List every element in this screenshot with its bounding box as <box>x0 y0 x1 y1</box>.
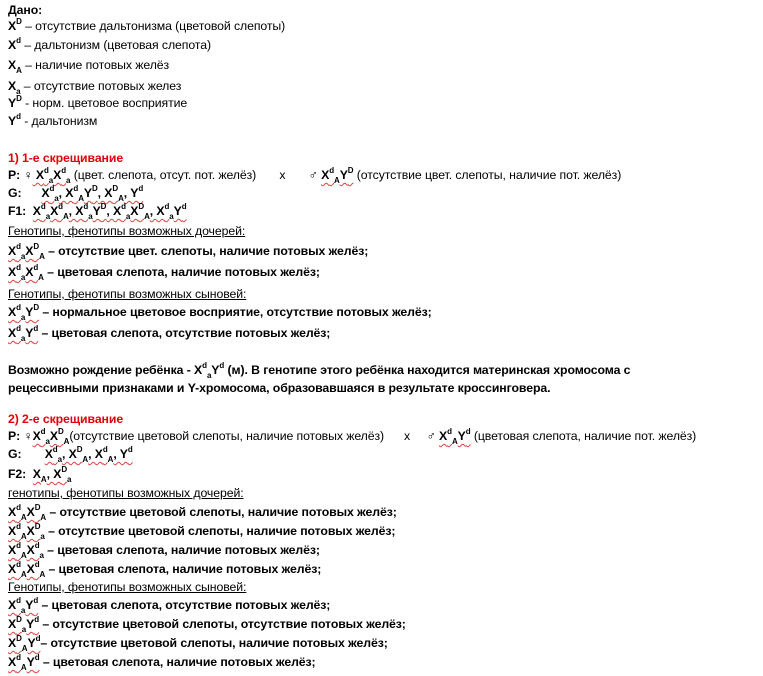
given-row <box>8 96 187 110</box>
given-row <box>8 58 170 75</box>
p-label: P: <box>8 168 21 182</box>
phenotype-text: – цветовая слепота, наличие потовых желёз; <box>45 562 322 576</box>
gene-symbol: $X_a$ <box>8 79 21 96</box>
cross2-daughter-row: $X^d_AX^D_a$ – отсутствие цветовой слепоты, наличие потовых желёз; <box>8 522 396 541</box>
male-genotype: $X^d_AY^d$ <box>439 427 471 446</box>
cross2-daughter-row: $X^d_AX^d_a$ – цветовая слепота, наличие потовых желёз; <box>8 541 320 560</box>
cross1-son-row: $X^d_aY^d$ – цветовая слепота, отсутствие потовых желёз; <box>8 324 331 343</box>
cross1-offspring: F1: $X^d_aX^d_A$, $X^d_aY^D$, $X^d_aX^D_A$, $X^d_aY^d$ <box>8 202 187 221</box>
cross1-conclusion: Возможно рождение ребёнка - $X^d_aY^d$ (м). В генотипе этого ребёнка находится материнская хромосома с <box>8 361 631 380</box>
cross1-son-row: $X^d_aY^D$ – нормальное цветовое восприятие, отсутствие потовых желёз; <box>8 303 432 322</box>
g-label: G: <box>8 186 22 200</box>
cross-sign: x <box>279 168 286 182</box>
given-desc: – отсутствие потовых желез <box>20 79 182 93</box>
phenotype-text: – отсутствие цветовой слепоты, наличие потовых желёз; <box>40 636 388 650</box>
cross2-daughter-row: $X^d_AX^D_A$ – отсутствие цветовой слепоты, наличие потовых желёз; <box>8 503 397 522</box>
female-icon: ♀ <box>23 168 33 182</box>
female-genotype: $X^d_aX^d_a$ <box>32 166 71 185</box>
cross2-offspring: F2: $X_A$, $X^D_a$ <box>8 465 72 484</box>
male-icon: ♂ <box>426 429 436 443</box>
gene-symbol: $X^D$ <box>8 17 22 33</box>
p-label: P: <box>8 429 21 443</box>
cross1-daughter-row: $X^d_aX^d_A$ – цветовая слепота, наличие потовых желёз; <box>8 263 320 282</box>
female-phenotype: (цвет. слепота, отсут. пот. желёз) <box>70 168 257 182</box>
gene-symbol: $X_A$ <box>8 58 22 75</box>
female-icon: ♀ <box>23 429 33 443</box>
conclusion-text: Возможно рождение ребёнка - X <box>8 363 203 377</box>
gene-symbol: $Y^D$ <box>8 94 22 110</box>
given-desc: - дальтонизм <box>20 114 98 128</box>
cross1-daughter-row: $X^d_aX^D_A$ – отсутствие цвет. слепоты, наличие потовых желёз; <box>8 242 369 261</box>
cross2-sons-header: Генотипы, фенотипы возможных сыновей: <box>8 580 247 594</box>
given-desc: – дальтонизм (цветовая слепота) <box>20 38 211 52</box>
phenotype-text: – цветовая слепота, наличие потовых желёз; <box>43 543 320 557</box>
phenotype-text: – отсутствие цвет. слепоты, наличие потовых желёз; <box>44 244 369 258</box>
phenotype-text: – цветовая слепота, наличие потовых желёз; <box>43 265 320 279</box>
cross2-daughters-header: генотипы, фенотипы возможных дочерей: <box>8 486 244 500</box>
gene-symbol: $X^d$ <box>8 36 21 52</box>
given-title: Дано: <box>8 3 43 17</box>
male-icon: ♂ <box>308 168 318 182</box>
female-genotype: $X^d_aX^D_A$ <box>32 427 70 446</box>
cross1-parents <box>8 166 622 185</box>
cross2-son-row: $X^D_aY^d$ – отсутствие цветовой слепоты, отсутствие потовых желёз; <box>8 615 406 634</box>
given-row <box>8 19 285 33</box>
male-phenotype: (отсутствие цвет. слепоты, наличие пот. желёз) <box>353 168 622 182</box>
given-row <box>8 79 182 96</box>
cross1-conclusion: рецессивными признаками и Y-хромосома, образовавшаяся в результате кроссинговера. <box>8 381 551 395</box>
g-label: G: <box>8 447 22 461</box>
phenotype-text: – цветовая слепота, отсутствие потовых желёз; <box>38 598 331 612</box>
cross1-sons-header: Генотипы, фенотипы возможных сыновей: <box>8 287 247 301</box>
cross2-son-row: $X^d_AY^d$ – цветовая слепота, наличие потовых желёз; <box>8 653 316 672</box>
gene-symbol: $Y^d$ <box>8 112 21 128</box>
cross2-title: 2) 2-е скрещивание <box>8 412 124 426</box>
cross1-daughters-header: Генотипы, фенотипы возможных дочерей: <box>8 224 246 238</box>
given-desc: – отсутствие дальтонизма (цветовой слепоты) <box>21 19 286 33</box>
phenotype-text: – отсутствие цветовой слепоты, отсутствие потовых желёз; <box>39 617 406 631</box>
f-label: F2: <box>8 467 27 481</box>
phenotype-text: – цветовая слепота, наличие потовых желёз; <box>39 655 316 669</box>
cross1-gametes: G: $X^d_a$, $X^d_AY^D$, $X^D_A$, $Y^d$ <box>8 184 144 203</box>
cross1-title: 1) 1-е скрещивание <box>8 151 124 165</box>
f-label: F1: <box>8 204 27 218</box>
conclusion-text: (м). В генотипе этого ребёнка находится материнская хромосома с <box>227 363 631 377</box>
given-desc: - норм. цветовое восприятие <box>21 96 188 110</box>
male-genotype: $X^d_AY^D$ <box>321 166 354 185</box>
cross2-parents <box>8 427 697 446</box>
cross2-son-row: $X^d_aY^d$ – цветовая слепота, отсутствие потовых желёз; <box>8 596 331 615</box>
cross2-gametes: G: $X^d_a$, $X^D_A$, $X^d_A$, $Y^d$ <box>8 445 133 464</box>
given-row <box>8 38 211 52</box>
given-desc: – наличие потовых желёз <box>21 58 170 72</box>
female-phenotype: (отсутствие цветовой слепоты, наличие потовых желёз) <box>69 429 385 443</box>
phenotype-text: – нормальное цветовое восприятие, отсутствие потовых желёз; <box>39 305 432 319</box>
cross2-son-row: $X^D_AY^d-$ отсутствие цветовой слепоты, наличие потовых желёз; <box>8 634 388 653</box>
male-phenotype: (цветовая слепота, наличие пот. желёз) <box>470 429 697 443</box>
cross2-daughter-row: $X^d_AX^d_A$ – цветовая слепота, наличие потовых желёз; <box>8 560 322 579</box>
phenotype-text: – цветовая слепота, отсутствие потовых желёз; <box>38 326 331 340</box>
phenotype-text: – отсутствие цветовой слепоты, наличие потовых желёз; <box>44 524 396 538</box>
cross-sign: x <box>403 429 410 443</box>
given-row <box>8 114 97 128</box>
phenotype-text: – отсутствие цветовой слепоты, наличие потовых желёз; <box>46 505 397 519</box>
